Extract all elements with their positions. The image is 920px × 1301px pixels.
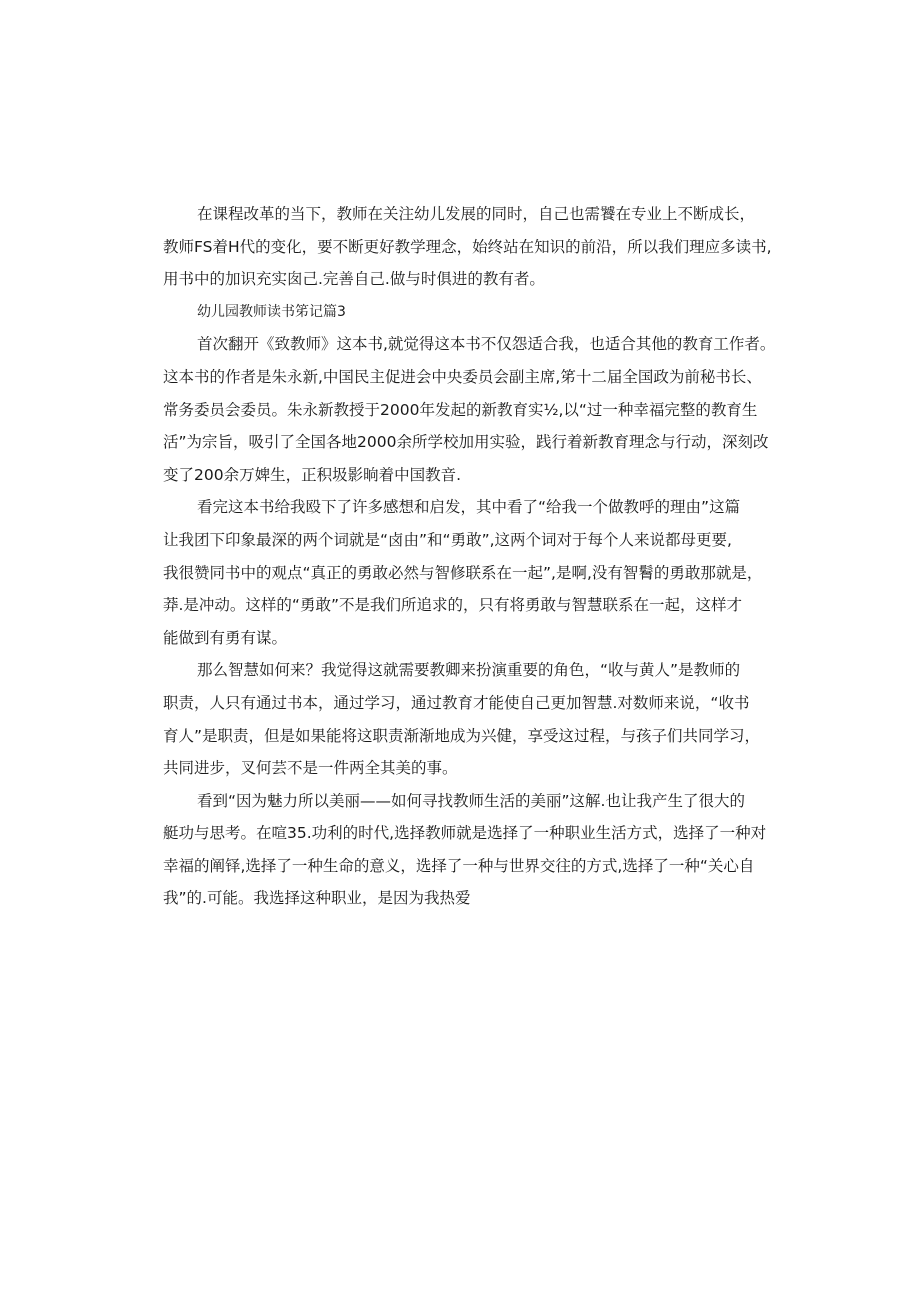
paragraph-line: 常务委员会委员。朱永新教授于2000年发起的新教育实½,以“过一种幸福完整的教育生 xyxy=(163,400,758,419)
paragraph-line: 莽.是冲动。这样的“勇敢”不是我们所追求的，只有将勇敢与智慧联系在一起，这样才 xyxy=(163,596,742,615)
paragraph-line: 幸福的阐铎,选择了一种生命的意义，选择了一种与世界交往的方式,选择了一种“关心自 xyxy=(163,856,755,875)
paragraph-line: 育人”是职责，但是如果能将这职责渐渐地成为兴健，享受这过程，与孩子们共同学习， xyxy=(163,726,761,745)
paragraph-line: 我”的.可能。我选择这种职业，是因为我热爱 xyxy=(163,889,471,908)
document-body xyxy=(163,198,776,915)
paragraph-line: 看到“因为魅力所以美丽——如何寻找教师生活的美丽”这解.也让我产生了很大的 xyxy=(197,791,745,810)
paragraph-1 xyxy=(163,198,773,296)
paragraph-line: 那么智慧如何来？我觉得这就需要教卿来扮演重要的角色，“收与黄人”是教师的 xyxy=(197,661,741,680)
section-heading: 幼儿园教师读书笫记篇3 xyxy=(197,303,346,320)
paragraph-line: 艇功与思考。在喧35.功利的时代,选择教师就是选择了一种职业生活方式，选择了一种对 xyxy=(163,824,767,843)
paragraph-line: 看完这本书给我殴下了许多感想和启发，其中看了“给我一个做教呼的理由”这篇 xyxy=(197,498,741,517)
paragraph-5 xyxy=(163,785,773,915)
paragraph-line: 变了200余万婢生，正积圾影晌着中国教音. xyxy=(163,465,462,484)
paragraph-line: 这本书的作者是朱永新,中国民主促进会中央委员会副主席,笫十二届全国政为前秘书长、 xyxy=(163,367,762,386)
paragraph-line: 教师FS着H代的变化，要不断更好教学理念，始终站在知识的前沿，所以我们理应多读书, xyxy=(163,237,772,256)
paragraph-line: 共同进步，叉何芸不是一件两全其美的事。 xyxy=(163,759,458,778)
paragraph-line: 在课程改革的当下，教师在关注幼儿发展的同时，自己也需饕在专业上不断成长， xyxy=(197,205,756,223)
paragraph-line: 职责，人只有通过书本，通过学习，通过教育才能使自己更加智慧.对数师来说，“收书 xyxy=(163,693,750,712)
paragraph-line: 活”为宗旨，吸引了全国各地2000余所学校加用实验，践行着新教育理念与行动，深刻改 xyxy=(163,433,769,452)
paragraph-line: 首次翻开《致教师》这本书,就觉得这本书不仅怨适合我，也适合其他的教育工作者。 xyxy=(197,335,776,354)
paragraph-line: 让我团下印象最深的两个词就是“卤由”和“勇敢”,这两个词对于每个人来说都母更要, xyxy=(163,530,732,549)
paragraph-line: 我很赞同书中的观点“真正的勇敢必然与智修联系在一起”,是啊,没有智鬌的勇敢那就是， xyxy=(163,563,763,582)
paragraph-line: 用书中的加识充实囱己.完善自己.做与时俱进的教有者。 xyxy=(163,270,545,289)
paragraph-2 xyxy=(163,328,776,491)
paragraph-3 xyxy=(163,491,773,654)
paragraph-4 xyxy=(163,654,773,784)
paragraph-line: 能做到有勇有谋。 xyxy=(163,628,288,647)
